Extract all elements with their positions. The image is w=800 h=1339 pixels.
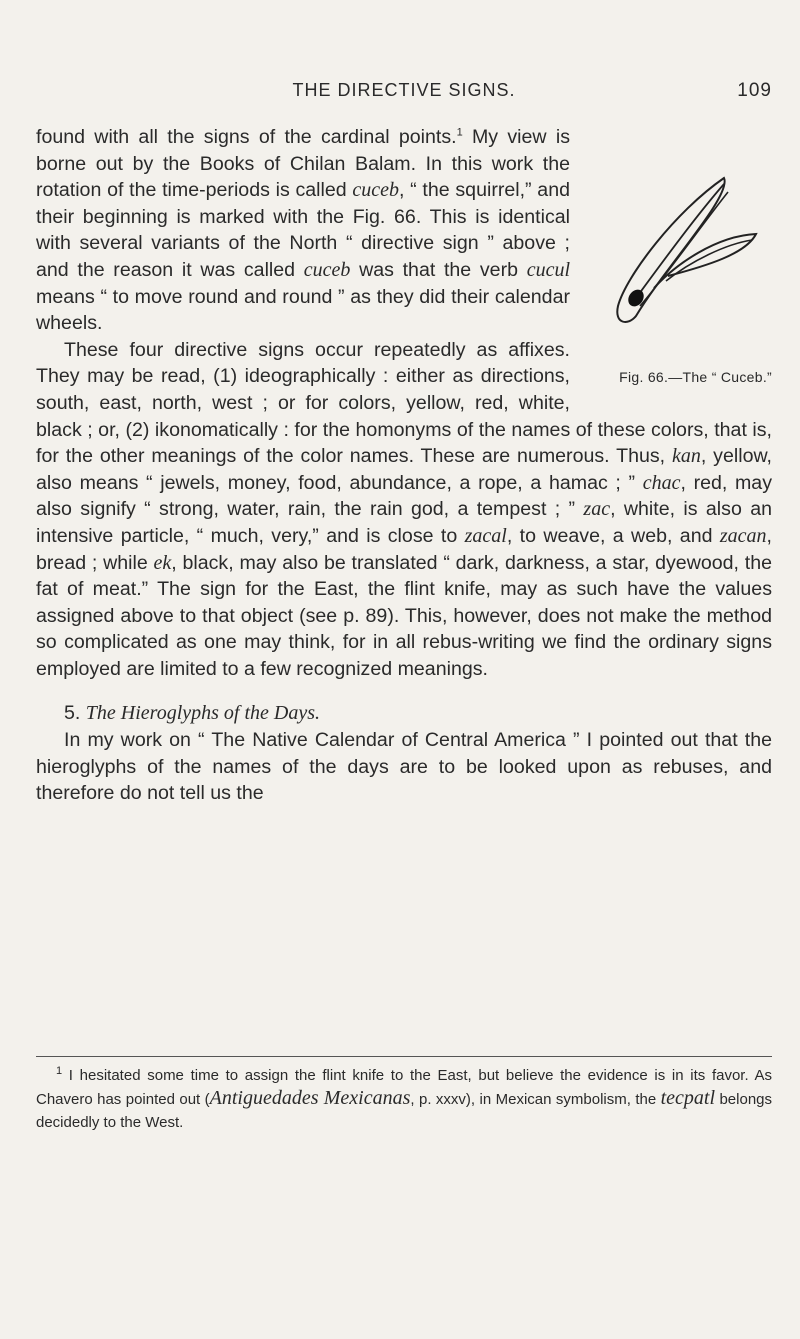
italic-term: Antiguedades Mexicanas: [209, 1087, 411, 1109]
text-run: , white, is also an intensive particle, “ much, very,” and is close to: [36, 498, 772, 547]
italic-term: cuceb: [352, 179, 400, 202]
italic-term: chac: [642, 471, 681, 494]
text-run: I hesitated some time to assign the flint knife to the East, but believe the evidence is in its favor. As Chavero has pointed out (: [36, 1067, 772, 1108]
section-number: 5.: [64, 702, 86, 725]
italic-term: zac: [583, 498, 611, 521]
text-run: , yellow, also means “ jewels, money, food, abundance, a rope, a hamac ; ”: [36, 445, 772, 494]
italic-term: zacan: [719, 524, 767, 547]
footnote-marker: 1: [56, 1065, 63, 1077]
footnote: [36, 1064, 772, 1134]
footnote-reference: 1: [456, 126, 463, 139]
text-run: These four directive signs occur repeatedly as affixes. They may be read, (1) ideographically : either as directions, south, east, north, west ; or for colors, yellow, red, white, black ; or, (2) ikonomatically : for the homonyms of the names of these colors, that is, for the other meanings of the color names. These are numerous. Thus,: [36, 338, 772, 468]
italic-term: ek: [153, 551, 172, 574]
italic-term: cucul: [526, 258, 570, 281]
italic-term: kan: [671, 445, 701, 468]
italic-term: zacal: [464, 524, 507, 547]
paragraph-3: In my work on “ The Native Calendar of Central America ” I pointed out that the hieroglyphs of the names of the days are to be looked upon as rebuses, and therefore do not tell us the: [36, 729, 772, 805]
text-run: , p. xxxv), in Mexican symbolism, the: [410, 1091, 661, 1108]
text-run: , red, may also signify “ strong, water, rain, the rain god, a tempest ; ”: [36, 471, 772, 521]
italic-term: tecpatl: [660, 1087, 716, 1109]
text-run: , to weave, a web, and: [506, 524, 720, 547]
italic-term: cuceb: [303, 258, 351, 281]
text-run: My view is borne out by the Books of Chilan Balam. In this work the rotation of the time-periods is called: [36, 126, 570, 202]
text-run: was that the verb: [350, 258, 527, 281]
text-run: , bread ; while: [36, 524, 772, 574]
body-text: [36, 124, 772, 807]
running-title: THE DIRECTIVE SIGNS.: [292, 80, 516, 100]
page-header: [36, 80, 772, 101]
text-run: means “ to move round and round ” as they did their calendar wheels.: [36, 285, 570, 335]
page-number: 109: [737, 80, 772, 101]
cuceb-glyph-illustration: [606, 156, 761, 336]
text-run: , black, may also be translated “ dark, darkness, a star, dyewood, the fat of meat.” The sign for the East, the flint knife, may as such have the values assigned above to that object (see p. 89). This, however, does not make the method so complicated as one may think, for in all rebus-writing we find the ordinary signs employed are limited to a few recognized meanings.: [36, 551, 772, 680]
section-heading: [36, 700, 772, 727]
figure-66: [582, 156, 772, 391]
figure-caption: Fig. 66.—The “ Cuceb.”: [619, 369, 772, 386]
footnote-divider: [36, 1056, 772, 1057]
section-title: The Hieroglyphs of the Days.: [85, 702, 321, 725]
text-run: , “ the squirrel,” and their beginning is marked with the Fig. 66. This is identical with several variants of the North “ directive sign ” above ; and the reason it was called: [36, 179, 570, 281]
text-run: found with all the signs of the cardinal points.: [36, 126, 457, 148]
text-run: belongs decidedly to the West.: [36, 1091, 772, 1131]
